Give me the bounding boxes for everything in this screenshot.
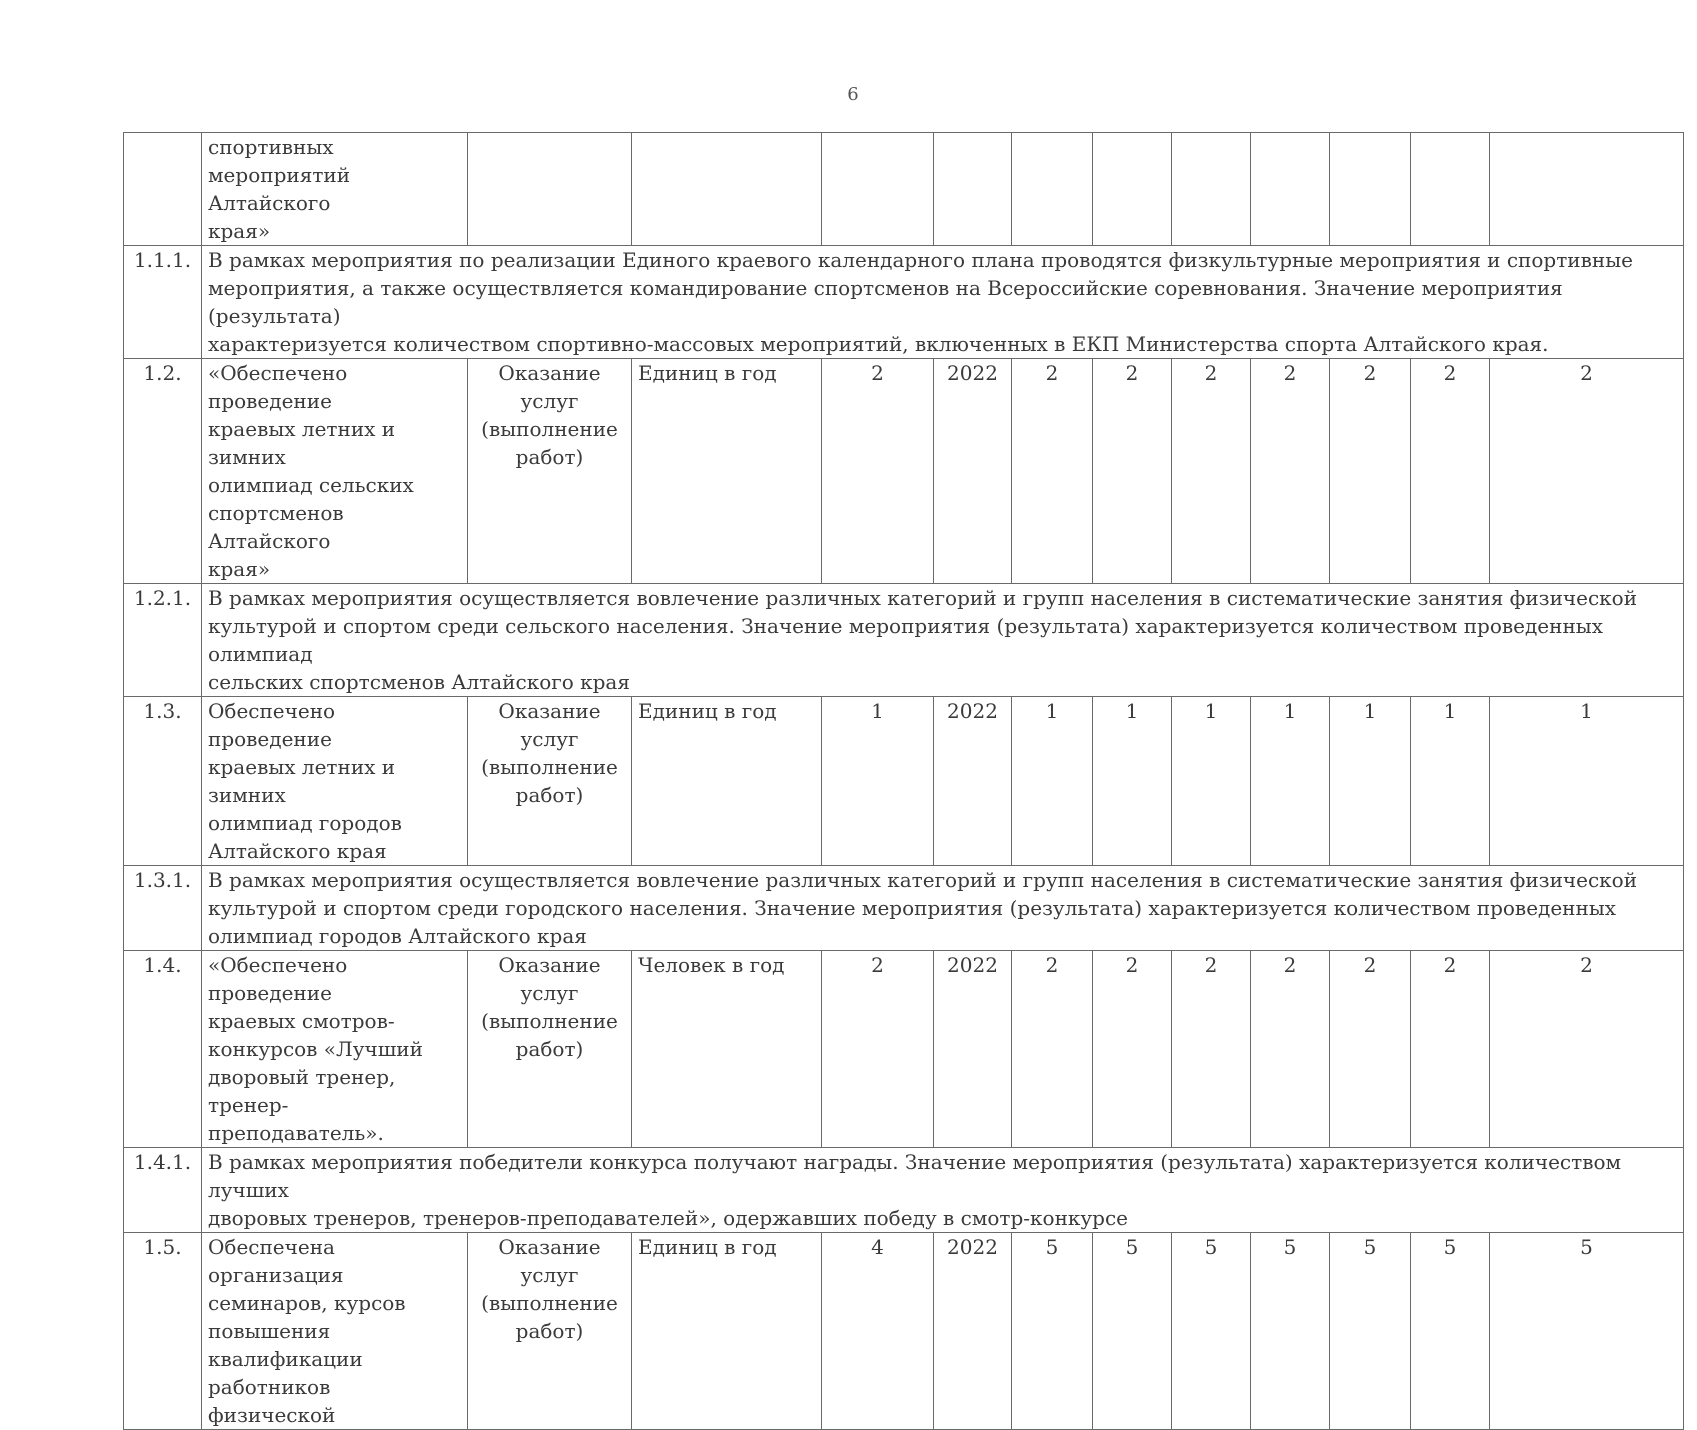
- year-value: 5: [1172, 1233, 1251, 1430]
- row-number: 1.4.1.: [124, 1148, 202, 1233]
- year-value: 5: [1093, 1233, 1172, 1430]
- base-year: 2022: [934, 1233, 1012, 1430]
- year-value: 2: [1093, 359, 1172, 584]
- row-number: 1.1.1.: [124, 246, 202, 359]
- year-value: 1: [1012, 697, 1093, 866]
- year-value: 2: [1330, 951, 1411, 1148]
- table-row: [124, 697, 1684, 866]
- year-value: [1330, 133, 1411, 246]
- base-value: 1: [822, 697, 934, 866]
- measure-type: Оказание услуг (выполнение работ): [468, 359, 632, 584]
- year-value: 2: [1251, 951, 1330, 1148]
- year-value: 2: [1411, 951, 1490, 1148]
- page-number: 6: [847, 84, 859, 105]
- measure-name: «Обеспечено проведение краевых смотров- конкурсов «Лучший дворовый тренер, тренер-преподаватель».: [202, 951, 468, 1148]
- year-value: 2: [1093, 951, 1172, 1148]
- year-value: [1490, 133, 1684, 246]
- year-value: 2: [1012, 359, 1093, 584]
- row-number: 1.4.: [124, 951, 202, 1148]
- year-value: 1: [1251, 697, 1330, 866]
- measures-table: [123, 132, 1684, 1430]
- year-value: [1251, 133, 1330, 246]
- year-value: [1093, 133, 1172, 246]
- base-value: 2: [822, 359, 934, 584]
- year-value: 1: [1330, 697, 1411, 866]
- measure-type: [468, 133, 632, 246]
- base-value: 2: [822, 951, 934, 1148]
- base-value: 4: [822, 1233, 934, 1430]
- measure-description: В рамках мероприятия по реализации Единого краевого календарного плана проводятся физкультурные мероприятия и спортивные мероприятия, а также осуществляется командирование спортсменов на Всероссийские соревнования. Значение мероприятия (результата) характеризуется количеством спортивно-массовых мероприятий, включенных в ЕКП Министерства спорта Алтайского края.: [202, 246, 1684, 359]
- year-value: [1172, 133, 1251, 246]
- year-value: 2: [1251, 359, 1330, 584]
- table-row: [124, 951, 1684, 1148]
- year-value: 2: [1172, 951, 1251, 1148]
- year-value: 1: [1411, 697, 1490, 866]
- row-number: 1.2.: [124, 359, 202, 584]
- year-value: 2: [1172, 359, 1251, 584]
- base-year: 2022: [934, 951, 1012, 1148]
- row-number: [124, 133, 202, 246]
- measure-unit: [632, 133, 822, 246]
- year-value: 5: [1012, 1233, 1093, 1430]
- year-value: 2: [1490, 951, 1684, 1148]
- base-year: [934, 133, 1012, 246]
- measure-description: В рамках мероприятия победители конкурса получают награды. Значение мероприятия (результата) характеризуется количеством лучших дворовых тренеров, тренеров-преподавателей», одержавших победу в смотр-конкурсе: [202, 1148, 1684, 1233]
- table-row: [124, 1233, 1684, 1430]
- measure-type: Оказание услуг (выполнение работ): [468, 951, 632, 1148]
- year-value: 1: [1172, 697, 1251, 866]
- measure-unit: Единиц в год: [632, 697, 822, 866]
- base-value: [822, 133, 934, 246]
- table-row: [124, 133, 1684, 246]
- year-value: 2: [1012, 951, 1093, 1148]
- measure-description: В рамках мероприятия осуществляется вовлечение различных категорий и групп населения в систематические занятия физической культурой и спортом среди городского населения. Значение мероприятия (результата) характеризуется количеством проведенных олимпиад городов Алтайского края: [202, 866, 1684, 951]
- row-number: 1.3.1.: [124, 866, 202, 951]
- measure-name: спортивных мероприятий Алтайского края»: [202, 133, 468, 246]
- year-value: [1012, 133, 1093, 246]
- description-row: [124, 866, 1684, 951]
- description-row: [124, 1148, 1684, 1233]
- year-value: 5: [1251, 1233, 1330, 1430]
- year-value: 5: [1411, 1233, 1490, 1430]
- base-year: 2022: [934, 697, 1012, 866]
- row-number: 1.3.: [124, 697, 202, 866]
- year-value: 5: [1490, 1233, 1684, 1430]
- row-number: 1.5.: [124, 1233, 202, 1430]
- description-row: [124, 584, 1684, 697]
- measure-description: В рамках мероприятия осуществляется вовлечение различных категорий и групп населения в систематические занятия физической культурой и спортом среди сельского населения. Значение мероприятия (результата) характеризуется количеством проведенных олимпиад сельских спортсменов Алтайского края: [202, 584, 1684, 697]
- measure-name: Обеспечено проведение краевых летних и зимних олимпиад городов Алтайского края: [202, 697, 468, 866]
- year-value: 1: [1490, 697, 1684, 866]
- year-value: 2: [1490, 359, 1684, 584]
- year-value: 2: [1411, 359, 1490, 584]
- year-value: 1: [1093, 697, 1172, 866]
- row-number: 1.2.1.: [124, 584, 202, 697]
- measure-type: Оказание услуг (выполнение работ): [468, 1233, 632, 1430]
- measure-unit: Единиц в год: [632, 359, 822, 584]
- year-value: 5: [1330, 1233, 1411, 1430]
- year-value: 2: [1330, 359, 1411, 584]
- measure-name: «Обеспечено проведение краевых летних и зимних олимпиад сельских спортсменов Алтайского края»: [202, 359, 468, 584]
- measure-unit: Единиц в год: [632, 1233, 822, 1430]
- base-year: 2022: [934, 359, 1012, 584]
- measure-unit: Человек в год: [632, 951, 822, 1148]
- year-value: [1411, 133, 1490, 246]
- measure-type: Оказание услуг (выполнение работ): [468, 697, 632, 866]
- measure-name: Обеспечена организация семинаров, курсов повышения квалификации работников физической: [202, 1233, 468, 1430]
- table-row: [124, 359, 1684, 584]
- description-row: [124, 246, 1684, 359]
